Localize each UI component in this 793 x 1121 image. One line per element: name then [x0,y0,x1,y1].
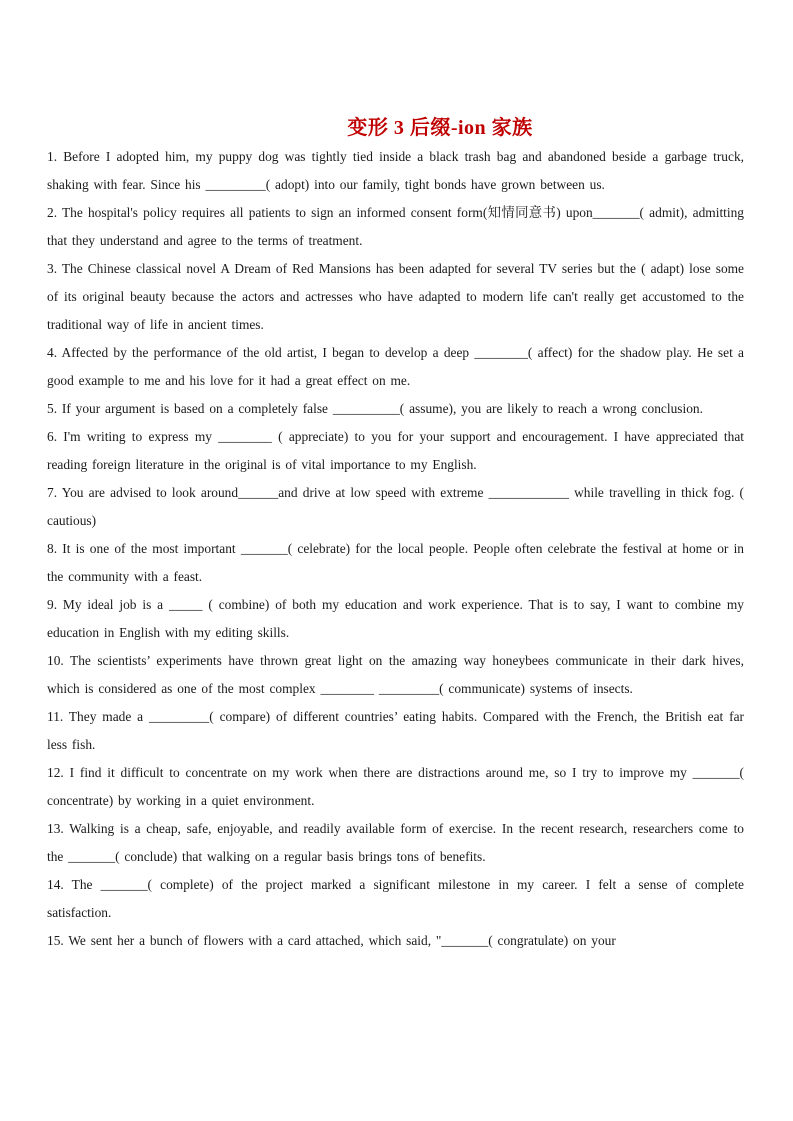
question-item: 15. We sent her a bunch of flowers with a card attached, which said, "_______( congratulate) on your [47,933,616,948]
question-item: 14. The _______( complete) of the project marked a significant milestone in my career. I felt a sense of complete satisfaction. [47,877,744,920]
page-title: 变形 3 后缀-ion 家族 [347,117,533,139]
question-item: 11. They made a _________( compare) of different countries’ eating habits. Compared with the French, the British eat far less fish. [47,709,744,752]
question-item: 13. Walking is a cheap, safe, enjoyable, and readily available form of exercise. In the recent research, researchers come to the _______( conclude) that walking on a regular basis brings tons of benefits. [47,821,744,864]
question-item: 5. If your argument is based on a completely false __________( assume), you are likely to reach a wrong conclusion. [47,401,703,416]
question-item: 10. The scientists’ experiments have thrown great light on the amazing way honeybees communicate in their dark hives, which is considered as one of the most complex ________ _________( communicate) systems of insects. [47,653,744,696]
question-list [47,143,744,955]
question-item: 3. The Chinese classical novel A Dream of Red Mansions has been adapted for several TV series but the ( adapt) lose some of its original beauty because the actors and actresses who have adapted to modern life can't really get accustomed to the traditional way of life in ancient times. [47,261,744,332]
question-item: 1. Before I adopted him, my puppy dog was tightly tied inside a black trash bag and abandoned beside a garbage truck, shaking with fear. Since his _________( adopt) into our family, tight bonds have grown between us. [47,149,744,192]
question-item: 6. I'm writing to express my ________ ( appreciate) to you for your support and encouragement. I have appreciated that reading foreign literature in the original is of vital importance to my English. [47,429,744,472]
question-item: 9. My ideal job is a _____ ( combine) of both my education and work experience. That is to say, I want to combine my education in English with my editing skills. [47,597,744,640]
question-item: 8. It is one of the most important _______( celebrate) for the local people. People often celebrate the festival at home or in the community with a feast. [47,541,744,584]
question-item: 4. Affected by the performance of the old artist, I began to develop a deep ________( affect) for the shadow play. He set a good example to me and his love for it had a great effect on me. [47,345,744,388]
question-item: 12. I find it difficult to concentrate on my work when there are distractions around me, so I try to improve my _______( concentrate) by working in a quiet environment. [47,765,744,808]
question-item: 2. The hospital's policy requires all patients to sign an informed consent form(知情同意书) upon_______( admit), admitting that they understand and agree to the terms of treatment. [47,205,744,248]
question-item: 7. You are advised to look around______and drive at low speed with extreme ____________ while travelling in thick fog. ( cautious) [47,485,744,528]
